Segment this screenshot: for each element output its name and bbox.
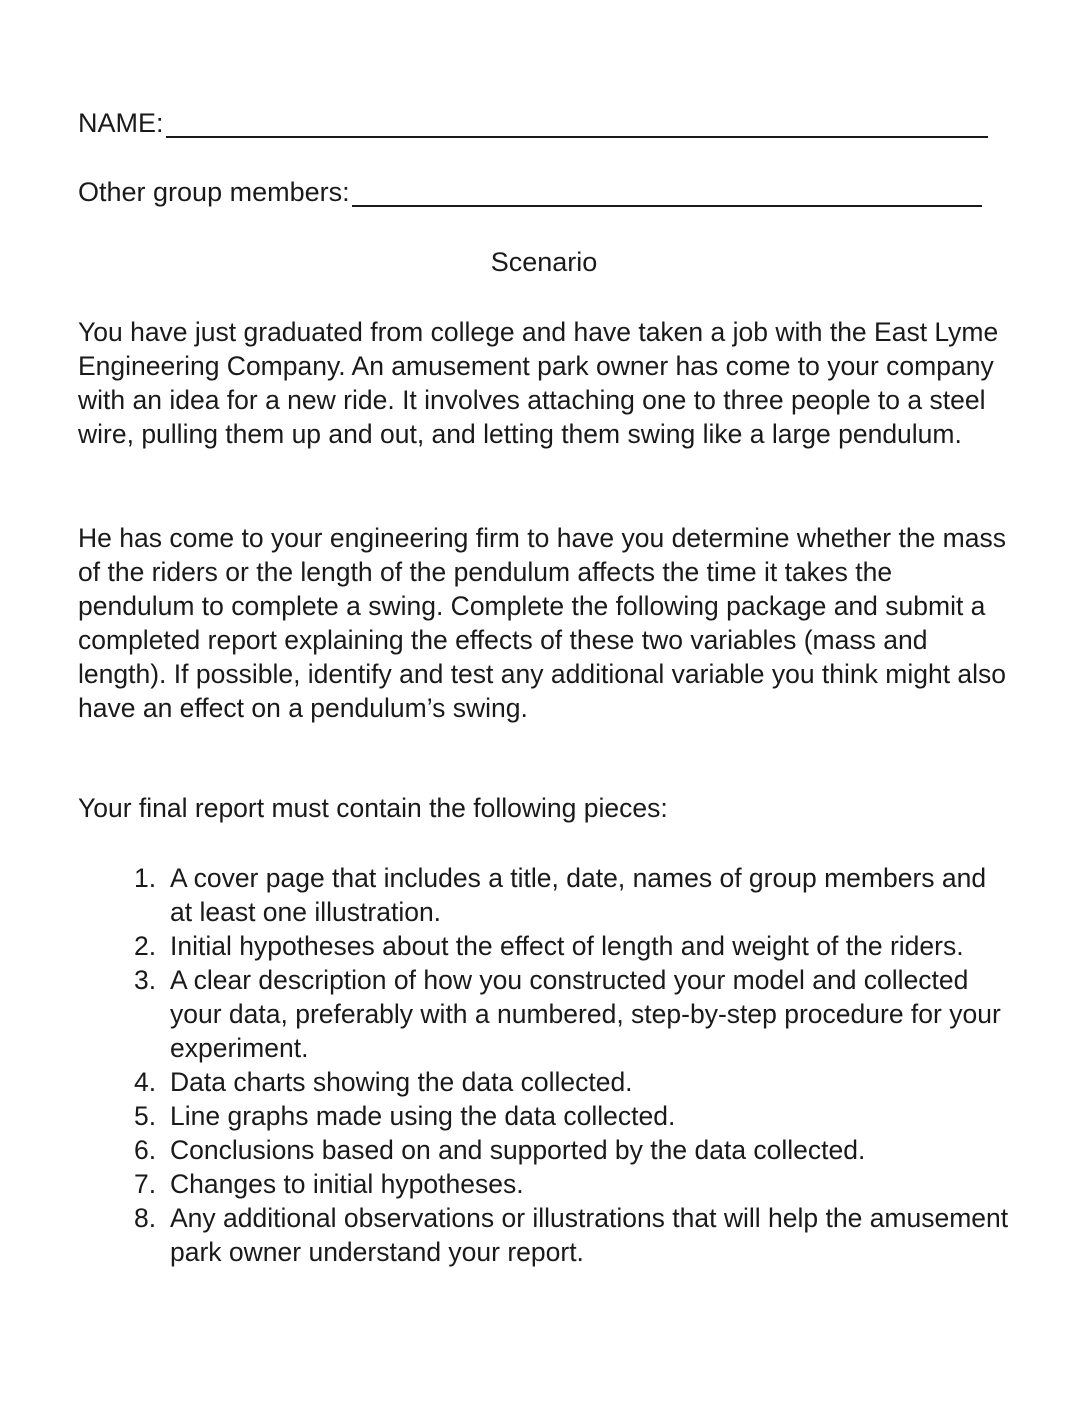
list-item-text: A clear description of how you constructed your model and collected your data, preferably with a numbered, step-by-step procedure for your experiment. xyxy=(170,965,1001,1063)
list-item xyxy=(134,861,1014,929)
scenario-paragraph-2: He has come to your engineering firm to have you determine whether the mass of the riders or the length of the pendulum affects the time it takes the pendulum to complete a swing. Complete the following package and submit a completed report explaining the effects of these two variables (mass and length). If possible, identify and test any additional variable you think might also have an effect on a pendulum’s swing. xyxy=(78,523,1007,723)
name-field-row xyxy=(78,108,988,138)
list-item xyxy=(134,1201,1014,1269)
list-item-text: Conclusions based on and supported by the data collected. xyxy=(170,1135,866,1165)
list-item-number: 8. xyxy=(134,1203,157,1233)
list-item-number: 2. xyxy=(134,931,157,961)
list-item xyxy=(134,1099,1014,1133)
list-item-number: 6. xyxy=(134,1135,157,1165)
list-item-text: A cover page that includes a title, date, names of group members and at least one illustration. xyxy=(170,863,987,927)
name-blank-line[interactable] xyxy=(166,110,988,138)
list-item xyxy=(134,1167,1014,1201)
list-item xyxy=(134,963,1014,1065)
list-item-text: Any additional observations or illustrations that will help the amusement park owner understand your report. xyxy=(170,1203,1009,1267)
list-item-text: Initial hypotheses about the effect of length and weight of the riders. xyxy=(170,931,964,961)
group-members-field-row xyxy=(78,177,982,207)
list-item xyxy=(134,929,1014,963)
list-item-text: Changes to initial hypotheses. xyxy=(170,1169,524,1199)
scenario-heading: Scenario xyxy=(490,247,598,277)
list-item-number: 4. xyxy=(134,1067,157,1097)
group-members-blank-line[interactable] xyxy=(352,179,982,207)
requirements-list xyxy=(134,861,1014,1269)
list-item-number: 1. xyxy=(134,863,157,893)
group-members-label: Other group members: xyxy=(78,177,350,207)
list-item xyxy=(134,1133,1014,1167)
list-item-text: Data charts showing the data collected. xyxy=(170,1067,633,1097)
list-item-number: 7. xyxy=(134,1169,157,1199)
list-item-number: 5. xyxy=(134,1101,157,1131)
list-item-number: 3. xyxy=(134,965,157,995)
report-intro: Your final report must contain the following pieces: xyxy=(78,793,668,823)
list-item xyxy=(134,1065,1014,1099)
scenario-paragraph-1: You have just graduated from college and have taken a job with the East Lyme Engineering Company. An amusement park owner has come to your company with an idea for a new ride. It involves attaching one to three people to a steel wire, pulling them up and out, and letting them swing like a large pendulum. xyxy=(78,317,999,449)
name-label: NAME: xyxy=(78,108,164,138)
list-item-text: Line graphs made using the data collected. xyxy=(170,1101,676,1131)
